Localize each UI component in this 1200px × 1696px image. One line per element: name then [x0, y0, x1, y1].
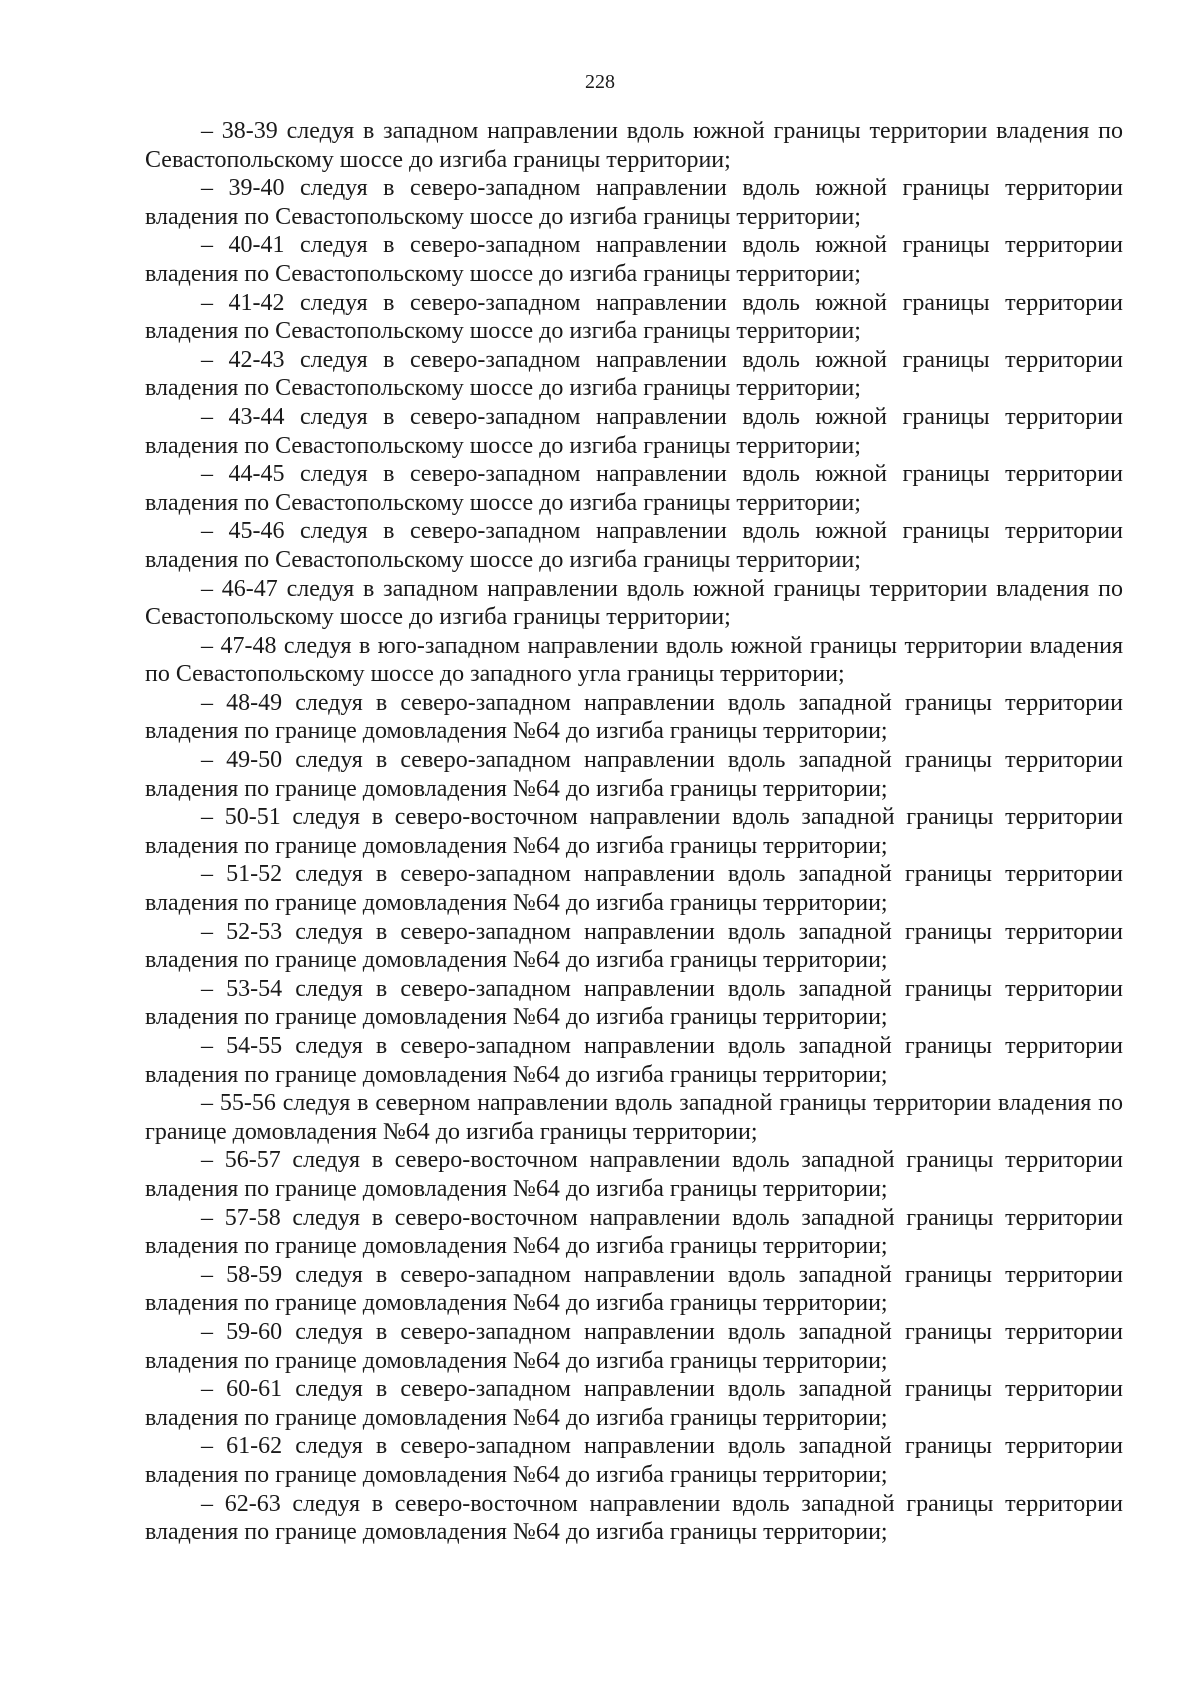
- list-item: – 51-52 следуя в северо-западном направлении вдоль западной границы территории владения по границе домовладения №64 до изгиба границы территории;: [145, 861, 1123, 917]
- list-item: – 45-46 следуя в северо-западном направлении вдоль южной границы территории владения по Севастопольскому шоссе до изгиба границы территории;: [145, 518, 1123, 573]
- list-item: – 57-58 следуя в северо-восточном направлении вдоль западной границы территории владения по границе домовладения №64 до изгиба границы территории;: [145, 1204, 1123, 1260]
- list-item: – 53-54 следуя в северо-западном направлении вдоль западной границы территории владения по границе домовладения №64 до изгиба границы территории;: [145, 975, 1123, 1031]
- list-item: – 41-42 следуя в северо-западном направлении вдоль южной границы территории владения по Севастопольскому шоссе до изгиба границы территории;: [145, 289, 1123, 345]
- list-item: – 47-48 следуя в юго-западном направлении вдоль южной границы территории владения по Севастопольскому шоссе до западного угла границы территории;: [145, 632, 1123, 688]
- list-item: – 62-63 следуя в северо-восточном направлении вдоль западной границы территории владения по границе домовладения №64 до изгиба границы территории;: [145, 1490, 1123, 1546]
- list-item: – 54-55 следуя в северо-западном направлении вдоль западной границы территории владения по границе домовладения №64 до изгиба границы территории;: [145, 1033, 1123, 1088]
- list-item: – 43-44 следуя в северо-западном направлении вдоль южной границы территории владения по Севастопольскому шоссе до изгиба границы территории;: [145, 403, 1123, 459]
- list-item: – 60-61 следуя в северо-западном направлении вдоль западной границы территории владения по границе домовладения №64 до изгиба границы территории;: [145, 1376, 1123, 1431]
- list-item: – 59-60 следуя в северо-западном направлении вдоль западной границы территории владения по границе домовладения №64 до изгиба границы территории;: [145, 1318, 1123, 1374]
- boundary-description-list: [145, 117, 1123, 1547]
- list-item: – 58-59 следуя в северо-западном направлении вдоль западной границы территории владения по границе домовладения №64 до изгиба границы территории;: [145, 1261, 1123, 1317]
- list-item: – 46-47 следуя в западном направлении вдоль южной границы территории владения по Севастопольскому шоссе до изгиба границы территории;: [145, 575, 1123, 631]
- page-number: 228: [585, 71, 615, 93]
- list-item: – 42-43 следуя в северо-западном направлении вдоль южной границы территории владения по Севастопольскому шоссе до изгиба границы территории;: [145, 346, 1123, 402]
- list-item: – 38-39 следуя в западном направлении вдоль южной границы территории владения по Севастопольскому шоссе до изгиба границы территории;: [145, 118, 1123, 173]
- list-item: – 61-62 следуя в северо-западном направлении вдоль западной границы территории владения по границе домовладения №64 до изгиба границы территории;: [145, 1433, 1123, 1488]
- list-item: – 39-40 следуя в северо-западном направлении вдоль южной границы территории владения по Севастопольскому шоссе до изгиба границы территории;: [145, 175, 1123, 230]
- list-item: – 50-51 следуя в северо-восточном направлении вдоль западной границы территории владения по границе домовладения №64 до изгиба границы территории;: [145, 804, 1123, 859]
- list-item: – 48-49 следуя в северо-западном направлении вдоль западной границы территории владения по границе домовладения №64 до изгиба границы территории;: [145, 689, 1123, 745]
- list-item: – 44-45 следуя в северо-западном направлении вдоль южной границы территории владения по Севастопольскому шоссе до изгиба границы территории;: [145, 461, 1123, 516]
- list-item: – 40-41 следуя в северо-западном направлении вдоль южной границы территории владения по Севастопольскому шоссе до изгиба границы территории;: [145, 232, 1123, 287]
- list-item: – 55-56 следуя в северном направлении вдоль западной границы территории владения по границе домовладения №64 до изгиба границы территории;: [145, 1090, 1123, 1145]
- list-item: – 56-57 следуя в северо-восточном направлении вдоль западной границы территории владения по границе домовладения №64 до изгиба границы территории;: [145, 1147, 1123, 1202]
- list-item: – 49-50 следуя в северо-западном направлении вдоль западной границы территории владения по границе домовладения №64 до изгиба границы территории;: [145, 747, 1123, 802]
- list-item: – 52-53 следуя в северо-западном направлении вдоль западной границы территории владения по границе домовладения №64 до изгиба границы территории;: [145, 918, 1123, 974]
